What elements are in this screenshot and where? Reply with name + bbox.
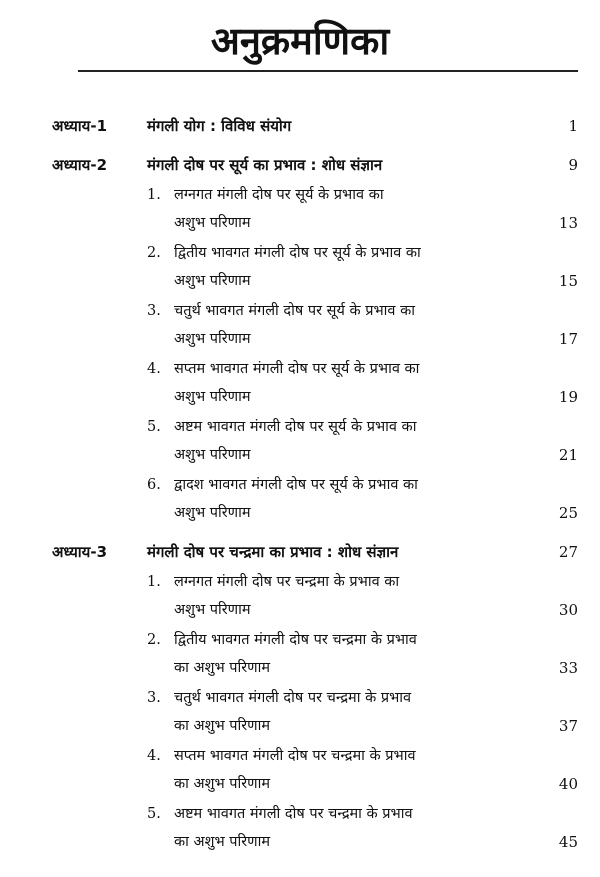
section-number: 2. — [147, 632, 161, 648]
section-title-line1: अष्टम भावगत मंगली दोष पर चन्द्रमा के प्रभाव — [174, 806, 413, 822]
page-number: 21 — [558, 446, 578, 464]
chapter-title: मंगली दोष पर चन्द्रमा का प्रभाव : शोध संज्ञान — [147, 543, 399, 561]
page-number: 30 — [558, 601, 578, 619]
page-number: 1 — [568, 117, 578, 135]
section-title-line1: लग्नगत मंगली दोष पर सूर्य के प्रभाव का — [174, 187, 384, 203]
section-number: 1. — [147, 187, 161, 203]
page-title: अनुक्रमणिका — [210, 19, 390, 63]
section-number: 2. — [147, 245, 161, 261]
section-entry — [0, 742, 600, 798]
section-title-line2: अशुभ परिणाम — [174, 389, 251, 405]
section-title-line2: का अशुभ परिणाम — [174, 660, 271, 676]
section-title-line1: चतुर्थ भावगत मंगली दोष पर चन्द्रमा के प्रभाव — [174, 690, 412, 706]
section-entry — [0, 239, 600, 295]
section-entry — [0, 626, 600, 682]
section-title-line1: द्वादश भावगत मंगली दोष पर सूर्य के प्रभाव का — [174, 477, 418, 493]
section-number: 4. — [147, 748, 161, 764]
section-number: 5. — [147, 419, 161, 435]
section-entry — [0, 471, 600, 527]
section-entry — [0, 181, 600, 237]
section-number: 1. — [147, 574, 161, 590]
chapter-entry — [0, 538, 600, 566]
page-number: 9 — [568, 156, 578, 174]
section-entry — [0, 355, 600, 411]
section-title-line2: अशुभ परिणाम — [174, 331, 251, 347]
section-title-line2: अशुभ परिणाम — [174, 215, 251, 231]
section-entry — [0, 413, 600, 469]
section-entry — [0, 684, 600, 740]
chapter-title: मंगली दोष पर सूर्य का प्रभाव : शोध संज्ञान — [147, 156, 383, 174]
section-title-line1: चतुर्थ भावगत मंगली दोष पर सूर्य के प्रभाव का — [174, 303, 415, 319]
chapter-title: मंगली योग : विविध संयोग — [147, 117, 292, 135]
section-title-line1: सप्तम भावगत मंगली दोष पर चन्द्रमा के प्रभाव — [174, 748, 416, 764]
section-title-line1: अष्टम भावगत मंगली दोष पर सूर्य के प्रभाव का — [174, 419, 417, 435]
section-number: 6. — [147, 477, 161, 493]
section-title-line1: द्वितीय भावगत मंगली दोष पर चन्द्रमा के प्रभाव — [174, 632, 417, 648]
section-title-line2: का अशुभ परिणाम — [174, 718, 271, 734]
section-entry — [0, 297, 600, 353]
section-number: 4. — [147, 361, 161, 377]
section-number: 3. — [147, 690, 161, 706]
section-number: 5. — [147, 806, 161, 822]
page-number: 19 — [558, 388, 578, 406]
page-number: 40 — [558, 775, 578, 793]
section-title-line2: का अशुभ परिणाम — [174, 834, 271, 850]
section-title-line1: लग्नगत मंगली दोष पर चन्द्रमा के प्रभाव का — [174, 574, 400, 590]
section-title-line1: सप्तम भावगत मंगली दोष पर सूर्य के प्रभाव का — [174, 361, 420, 377]
section-title-line1: द्वितीय भावगत मंगली दोष पर सूर्य के प्रभाव का — [174, 245, 421, 261]
section-title-line2: अशुभ परिणाम — [174, 602, 251, 618]
section-entry — [0, 800, 600, 856]
chapter-label: अध्याय-2 — [52, 156, 108, 174]
page-number: 15 — [558, 272, 578, 290]
section-title-line2: का अशुभ परिणाम — [174, 776, 271, 792]
page-number: 45 — [558, 833, 578, 851]
page-number: 37 — [558, 717, 578, 735]
page-number: 17 — [558, 330, 578, 348]
section-title-line2: अशुभ परिणाम — [174, 505, 251, 521]
chapter-label: अध्याय-3 — [52, 543, 108, 561]
page-number: 25 — [558, 504, 578, 522]
section-title-line2: अशुभ परिणाम — [174, 273, 251, 289]
chapter-label: अध्याय-1 — [52, 117, 108, 135]
section-entry — [0, 568, 600, 624]
section-title-line2: अशुभ परिणाम — [174, 447, 251, 463]
page-number: 33 — [558, 659, 578, 677]
table-of-contents — [0, 112, 600, 856]
chapter-entry — [0, 151, 600, 179]
page-number: 27 — [558, 543, 578, 561]
title-divider — [78, 70, 578, 72]
section-number: 3. — [147, 303, 161, 319]
chapter-entry — [0, 112, 600, 140]
page-number: 13 — [558, 214, 578, 232]
